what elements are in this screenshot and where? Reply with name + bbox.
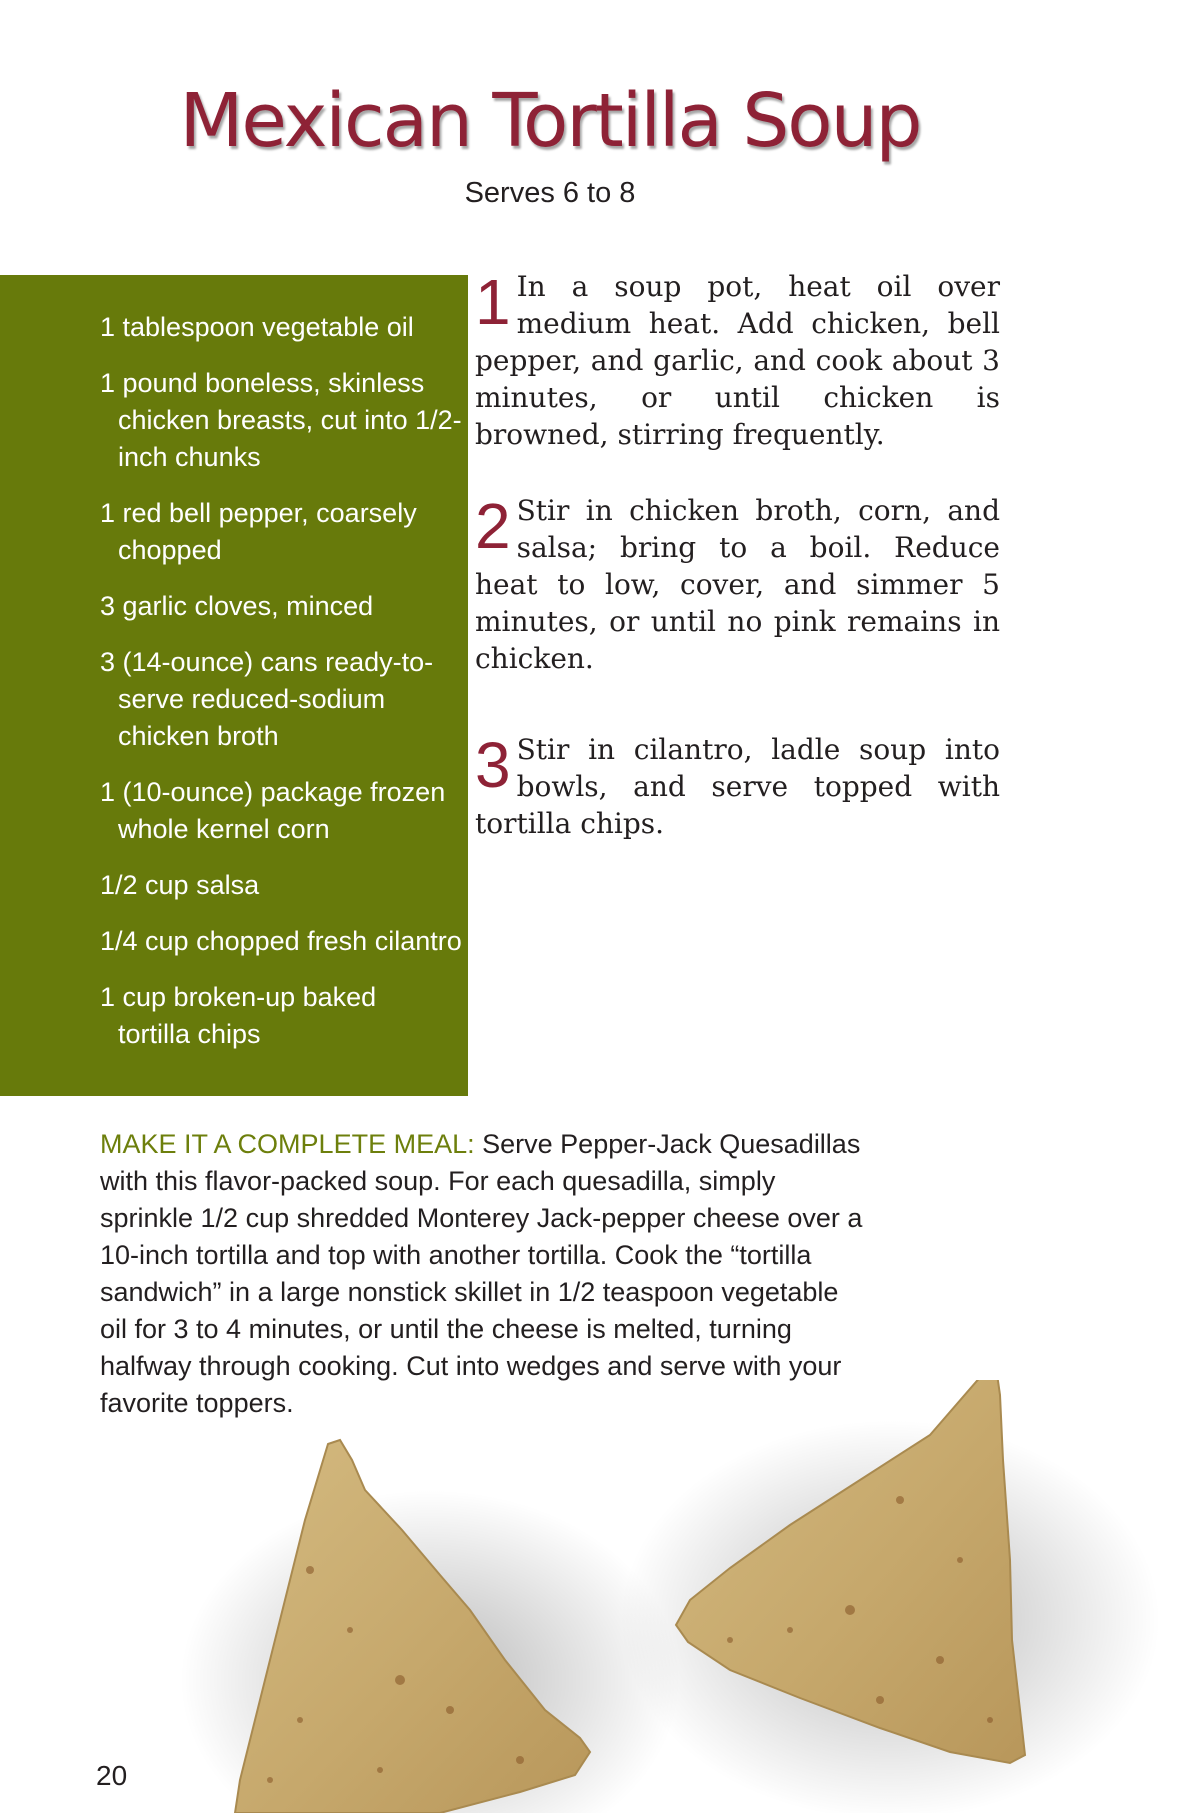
servings: Serves 6 to 8 xyxy=(464,177,636,209)
direction-step-2 xyxy=(475,492,1000,677)
step-text: Stir in cilantro, ladle soup into bowls, and serve topped with tortilla chips. xyxy=(475,733,1000,840)
ingredient-item: 1 cup broken-up baked tortilla chips xyxy=(100,982,377,1049)
directions xyxy=(475,268,1000,842)
step-number: 2 xyxy=(475,490,511,562)
step-text: In a soup pot, heat oil over medium heat. Add chicken, bell pepper, and garlic, and cook about 3 minutes, or until chicken is browned, stirring frequently. xyxy=(475,270,1000,451)
step-text: Stir in chicken broth, corn, and salsa; bring to a boil. Reduce heat to low, cover, and simmer 5 minutes, or until no pink remains in chicken. xyxy=(475,494,1000,675)
step-number: 1 xyxy=(475,266,511,338)
ingredients-panel xyxy=(0,275,468,1096)
ingredient-item: 1 tablespoon vegetable oil xyxy=(100,312,414,342)
ingredient-item: 1 (10-ounce) package frozen whole kernel corn xyxy=(100,777,446,844)
recipe-title: Mexican Tortilla Soup xyxy=(179,78,921,164)
complete-meal-tip xyxy=(100,1126,870,1422)
ingredient-item: 3 (14-ounce) cans ready-to-serve reduced-sodium chicken broth xyxy=(100,647,434,751)
tortilla-chips-photo xyxy=(0,1380,1200,1813)
ingredient-item: 1 pound boneless, skinless chicken breasts, cut into 1/2-inch chunks xyxy=(100,368,462,472)
ingredient-item: 1 red bell pepper, coarsely chopped xyxy=(100,498,417,565)
ingredient-item: 1/4 cup chopped fresh cilantro xyxy=(100,926,462,956)
page-number: 20 xyxy=(96,1760,128,1791)
complete-meal-label: MAKE IT A COMPLETE MEAL: xyxy=(100,1129,475,1159)
ingredients-list xyxy=(100,309,500,1072)
step-number: 3 xyxy=(475,729,511,801)
ingredient-item: 3 garlic cloves, minced xyxy=(100,591,374,621)
ingredient-item: 1/2 cup salsa xyxy=(100,870,260,900)
direction-step-3 xyxy=(475,731,1000,842)
complete-meal-text: Serve Pepper-Jack Quesadillas with this flavor-packed soup. For each quesadilla, simply sprinkle 1/2 cup shredded Monterey Jack-pepper cheese over a 10-inch tortilla and top with another tortilla. Cook the “tortilla sandwich” in a large nonstick skillet in 1/2 teaspoon vegetable oil for 3 to 4 minutes, or until the cheese is melted, turning halfway through cooking. Cut into wedges and serve with your favorite toppers. xyxy=(100,1129,863,1418)
direction-step-1 xyxy=(475,268,1000,453)
